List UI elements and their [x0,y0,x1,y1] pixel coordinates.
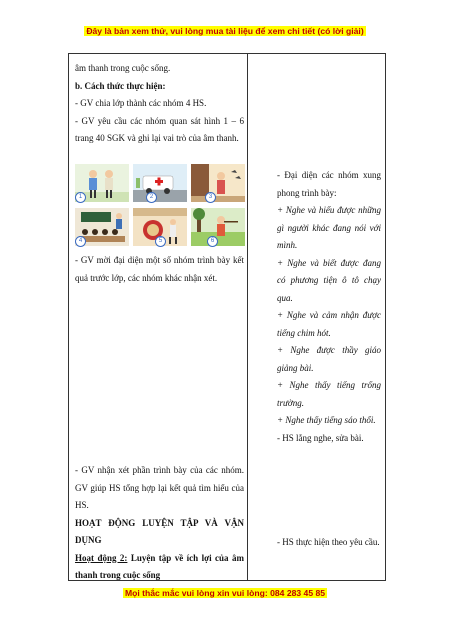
section-heading-method: b. Cách thức thực hiện: [75,80,166,91]
step-teacher-review: - GV nhận xét phần trình bày của các nhóm. GV giúp HS tổng hợp lại kết quả tìm hiểu của HS. [75,465,244,510]
figure-image-3 [191,164,245,202]
answer-3: + Nghe và cảm nhận được tiếng chim hót. [277,310,381,338]
step-observe-pictures: - GV yêu cầu các nhóm quan sát hình 1 – 6 trang 40 SGK và ghi lại vai trò của âm thanh. [75,115,244,143]
figure-number-2: 2 [146,192,157,203]
activity-2-text: Luyện tập về ích lợi của âm thanh trong cuộc sống [75,552,244,580]
column-divider [247,54,248,580]
figure-image-2 [133,164,187,202]
step-present-results: - GV mời đại diện một số nhóm trình bày kết quả trước lớp, các nhóm khác nhận xét. [75,255,244,283]
student-listen: - HS lắng nghe, sửa bài. [277,432,364,443]
student-follow: - HS thực hiện theo yêu cầu. [277,537,380,547]
figure-number-6: 6 [207,236,218,247]
step-divide-groups: - GV chia lớp thành các nhóm 4 HS. [75,98,207,108]
paragraph-sound-life: âm thanh trong cuộc sống. [75,63,171,73]
figure-number-3: 3 [205,192,216,203]
left-column-middle [75,252,244,287]
lesson-table [68,53,386,581]
figure-number-1: 1 [75,192,86,203]
figure-image-6 [191,208,245,246]
answer-4: + Nghe được thầy giáo giảng bài. [277,345,381,373]
answer-2: + Nghe và biết được đang có phương tiện ô tô chạy qua. [277,257,381,303]
figure-number-5: 5 [155,236,166,247]
left-column-top [75,60,244,148]
right-column [277,167,381,447]
answer-1: + Nghe và hiểu được những gì người khác đang nói với mình. [277,205,381,250]
answer-6: + Nghe thấy tiếng sáo thổi. [277,415,376,425]
activity-2-title [75,550,244,585]
answer-5: + Nghe thấy tiếng trống trường. [277,380,381,408]
contact-banner: Mọi thắc mắc vui lòng xin vui lòng: 084 283 45 85 [124,588,326,598]
preview-banner: Đây là bản xem thử, vui lòng mua tài liệu để xem chi tiết (có lời giải) [86,26,364,36]
right-column-bottom [277,534,381,552]
student-presentation: - Đại diện các nhóm xung phong trình bày: [277,170,381,198]
figure-number-4: 4 [75,236,86,247]
textbook-figure [75,164,245,248]
activity-2-label: Hoạt động 2: [75,552,128,563]
activity-heading: HOẠT ĐỘNG LUYỆN TẬP VÀ VẬN DỤNG [75,517,244,545]
left-column-bottom [75,462,244,585]
